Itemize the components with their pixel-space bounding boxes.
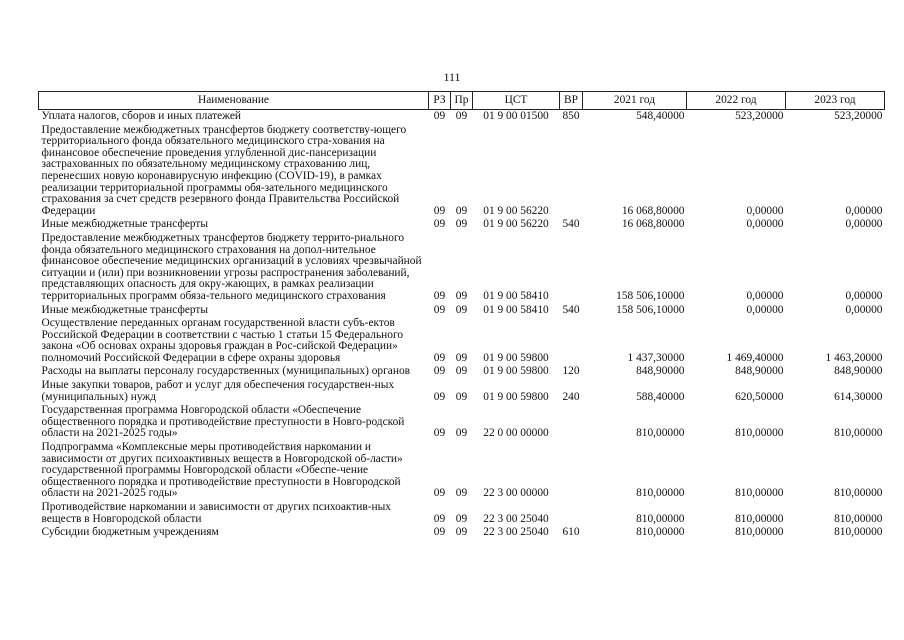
cell-rz: 09: [433, 289, 446, 302]
cell-2021: 158 506,10000: [616, 303, 685, 316]
cell-name: Иные межбюджетные трансферты: [41, 303, 209, 316]
cell-name: Иные закупки товаров, работ и услуг для обеспечения государствен-ных (муниципальных) нужд: [41, 379, 395, 403]
cell-name: Иные межбюджетные трансферты: [41, 218, 209, 231]
cell-2022: 810,00000: [735, 427, 784, 440]
cell-rz: 09: [433, 487, 446, 500]
cell-cst: 01 9 00 56220: [483, 218, 549, 231]
table-row: [39, 366, 885, 380]
cell-cst: 01 9 00 01500: [483, 110, 549, 122]
cell-cst: 22 3 00 25040: [483, 526, 549, 539]
cell-vr: [560, 318, 583, 366]
cell-pr: 09: [455, 218, 468, 231]
cell-vr: 540: [562, 303, 580, 316]
cell-2023: 0,00000: [845, 303, 883, 316]
cell-rz: 09: [433, 427, 446, 440]
header-2023: 2023 год: [786, 92, 885, 110]
cell-2023: 810,00000: [834, 487, 883, 500]
cell-rz: 09: [433, 110, 446, 122]
cell-name: Предоставление межбюджетных трансфертов бюджету соответству-ющего территориального фонда обязательного медицинского стра-хования на финансовое обеспечение проведения углубленной дис-пансеризации застрахованных по обязательному медицинскому страхованию лиц, перенесших новую коронавирусную инфекцию (COVID-19), в рамках реализации территориальной программы обя-зательного медицинского страхования за счет средств резервного фонда Правительства Российской Федерации: [41, 123, 407, 217]
cell-cst: 22 3 00 00000: [483, 487, 549, 500]
cell-2021: 810,00000: [636, 526, 685, 539]
cell-2021: 548,40000: [636, 110, 685, 122]
cell-2021: 158 506,10000: [616, 289, 685, 302]
cell-2023: 810,00000: [834, 512, 883, 525]
table-row: [39, 380, 885, 405]
page-number: 111: [443, 70, 461, 84]
cell-2022: 810,00000: [735, 512, 784, 525]
cell-name: Осуществление переданных органам государственной власти субъ-ектов Российской Федерации в соответствии с частью 1 статьи 15 Федерального закона «Об основах охраны здоровья граждан в Рос-сийской Федерации» полномочий Российской Федерации в сфере охраны здоровья: [41, 317, 404, 364]
cell-2021: 588,40000: [636, 390, 685, 403]
cell-rz: 09: [433, 351, 446, 364]
cell-2022: 810,00000: [735, 526, 784, 539]
cell-pr: 09: [455, 427, 468, 440]
cell-2022: 848,90000: [735, 365, 784, 378]
cell-pr: 09: [455, 303, 468, 316]
cell-rz: 09: [433, 365, 446, 378]
cell-2022: 0,00000: [746, 303, 784, 316]
cell-pr: 09: [455, 390, 468, 403]
header-rz: РЗ: [429, 92, 451, 110]
cell-2022: 810,00000: [735, 487, 784, 500]
cell-cst: 22 0 00 00000: [483, 427, 549, 440]
cell-rz: 09: [433, 303, 446, 316]
cell-2021: 810,00000: [636, 427, 685, 440]
cell-rz: 09: [433, 218, 446, 231]
header-2021: 2021 год: [583, 92, 687, 110]
header-pr: Пр: [451, 92, 473, 110]
cell-cst: 22 3 00 25040: [483, 512, 549, 525]
cell-vr: 240: [562, 390, 580, 403]
cell-2023: 810,00000: [834, 427, 883, 440]
table-body: [39, 110, 885, 541]
table-row: [39, 125, 885, 220]
cell-pr: 09: [455, 487, 468, 500]
cell-cst: 01 9 00 56220: [483, 204, 549, 217]
cell-pr: 09: [455, 204, 468, 217]
table-row: [39, 502, 885, 527]
cell-2023: 0,00000: [845, 218, 883, 231]
header-name: Наименование: [39, 92, 429, 110]
cell-name: Уплата налогов, сборов и иных платежей: [41, 110, 241, 122]
header-2022: 2022 год: [687, 92, 786, 110]
cell-rz: 09: [433, 390, 446, 403]
cell-cst: 01 9 00 59800: [483, 351, 549, 364]
cell-vr: [560, 125, 583, 220]
table-row: [39, 405, 885, 442]
cell-cst: 01 9 00 59800: [483, 365, 549, 378]
cell-2023: 614,30000: [834, 390, 883, 403]
cell-cst: 01 9 00 58410: [483, 289, 549, 302]
table-row: [39, 219, 885, 233]
cell-name: Государственная программа Новгородской области «Обеспечение общественного порядка и противодействие преступности в Новго-родской области на 2021-2025 годы»: [41, 404, 405, 440]
cell-2023: 848,90000: [834, 365, 883, 378]
cell-name: Предоставление межбюджетных трансфертов бюджету террито-риального фонда обязательного медицинского страхования на допол-нительное финансовое обеспечение медицинских организаций в условиях чрезвычайной ситуации и (или) при возникновении угрозы распространения заболеваний, представляющих опасность для окру-жающих, в рамках реализации территориальных программ обяза-тельного медицинского страхования: [41, 231, 422, 302]
cell-2023: 810,00000: [834, 526, 883, 539]
cell-cst: 01 9 00 59800: [483, 390, 549, 403]
cell-vr: 120: [562, 365, 580, 378]
cell-2021: 16 068,80000: [621, 204, 685, 217]
table-header-row: [39, 92, 885, 110]
budget-table: [38, 91, 885, 541]
cell-2022: 620,50000: [735, 390, 784, 403]
cell-pr: 09: [455, 512, 468, 525]
cell-rz: 09: [433, 204, 446, 217]
table-row: [39, 442, 885, 502]
cell-2021: 810,00000: [636, 512, 685, 525]
cell-pr: 09: [455, 526, 468, 539]
cell-2022: 0,00000: [746, 204, 784, 217]
cell-pr: 09: [455, 351, 468, 364]
cell-vr: 610: [562, 526, 580, 539]
cell-vr: [560, 233, 583, 305]
cell-2022: 0,00000: [746, 289, 784, 302]
cell-2021: 848,90000: [636, 365, 685, 378]
cell-pr: 09: [455, 110, 468, 122]
cell-rz: 09: [433, 512, 446, 525]
cell-vr: 850: [562, 110, 580, 122]
cell-2023: 0,00000: [845, 204, 883, 217]
cell-2021: 16 068,80000: [621, 218, 685, 231]
table-row: [39, 233, 885, 305]
table-row: [39, 318, 885, 366]
cell-vr: [560, 405, 583, 442]
cell-2023: 0,00000: [845, 289, 883, 302]
cell-2021: 810,00000: [636, 487, 685, 500]
table-row: [39, 527, 885, 541]
cell-2022: 1 469,40000: [726, 351, 784, 364]
cell-pr: 09: [455, 365, 468, 378]
cell-vr: [560, 502, 583, 527]
table-row: [39, 110, 885, 125]
cell-name: Субсидии бюджетным учреждениям: [41, 526, 219, 539]
cell-2022: 523,20000: [735, 110, 784, 122]
header-cst: ЦСТ: [473, 92, 560, 110]
cell-name: Расходы на выплаты персоналу государственных (муниципальных) органов: [41, 365, 411, 378]
cell-vr: [560, 442, 583, 502]
table-row: [39, 305, 885, 319]
cell-name: Противодействие наркомании и зависимости от других психоактив-ных веществ в Новгородской области: [41, 501, 392, 525]
header-vr: ВР: [560, 92, 583, 110]
cell-vr: 540: [562, 218, 580, 231]
cell-pr: 09: [455, 289, 468, 302]
cell-2023: 1 463,20000: [825, 351, 883, 364]
cell-2022: 0,00000: [746, 218, 784, 231]
cell-2021: 1 437,30000: [627, 351, 685, 364]
cell-cst: 01 9 00 58410: [483, 303, 549, 316]
cell-2023: 523,20000: [834, 110, 883, 122]
cell-rz: 09: [433, 526, 446, 539]
cell-name: Подпрограмма «Комплексные меры противодействия наркомании и зависимости от других психоактивных веществ в Новгородской об-ласти» государственной программы Новгородской области «Обеспе-чение общественного порядка и противодействие преступности в Новгородской области на 2021-2025 годы»: [41, 441, 403, 500]
